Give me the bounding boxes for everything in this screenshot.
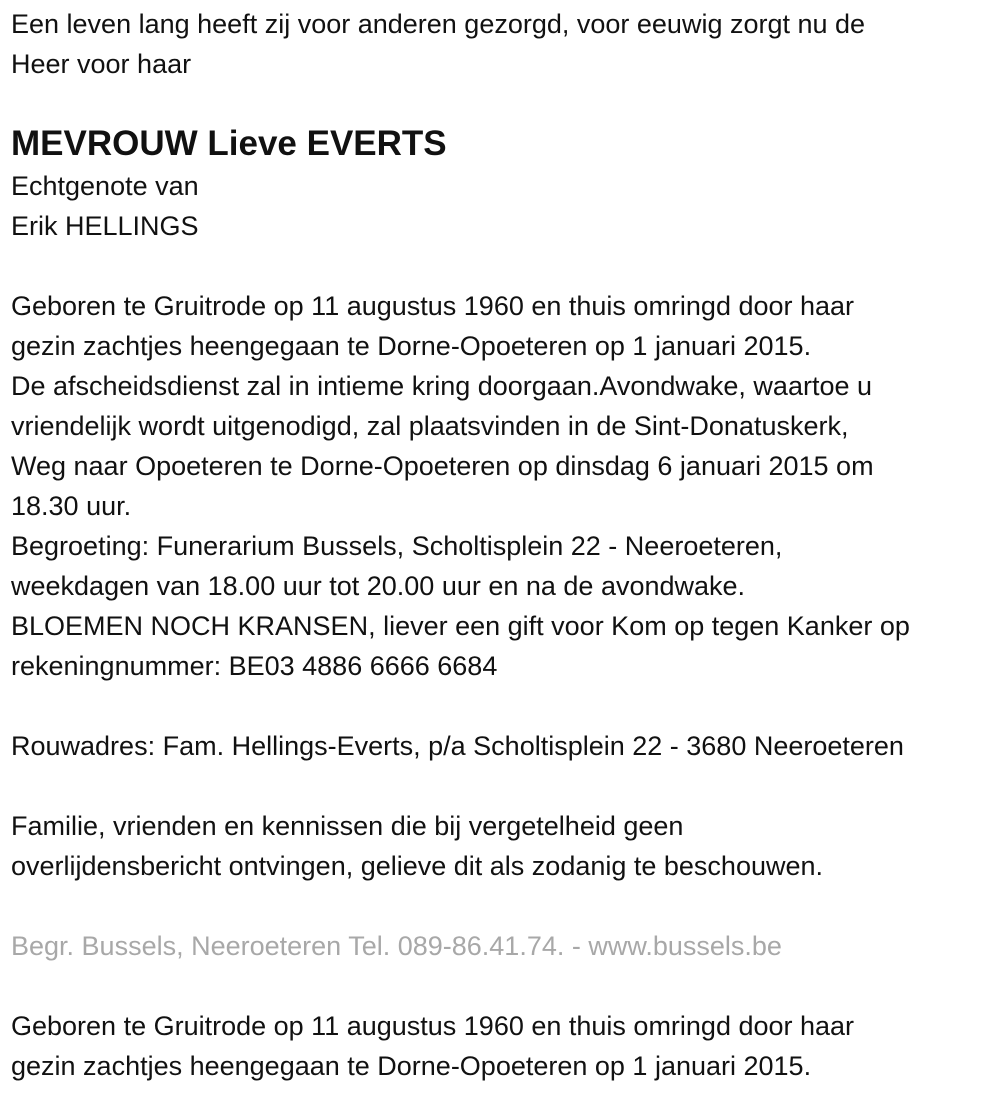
details-line: Geboren te Gruitrode op 11 augustus 1960 en thuis omringd door haar — [11, 291, 855, 321]
undertaker-info: Begr. Bussels, Neeroeteren Tel. 089-86.41.74. - www.bussels.be — [11, 931, 782, 961]
notice-line: overlijdensbericht ontvingen, gelieve dit als zodanig te beschouwen. — [11, 851, 824, 881]
details-line: gezin zachtjes heengegaan te Dorne-Opoeteren op 1 januari 2015. — [11, 331, 812, 361]
notice-line: Familie, vrienden en kennissen die bij vergetelheid geen — [11, 811, 684, 841]
details-line: Weg naar Opoeteren te Dorne-Opoeteren op dinsdag 6 januari 2015 om — [11, 451, 874, 481]
details-line: Begroeting: Funerarium Bussels, Scholtisplein 22 - Neeroeteren, — [11, 531, 783, 561]
mourning-address: Rouwadres: Fam. Hellings-Everts, p/a Scholtisplein 22 - 3680 Neeroeteren — [11, 731, 904, 761]
spouse-label: Echtgenote van — [11, 171, 199, 201]
details — [11, 286, 1000, 686]
spouse-name: Erik HELLINGS — [11, 211, 199, 241]
details-line: De afscheidsdienst zal in intieme kring doorgaan.Avondwake, waartoe u — [11, 371, 873, 401]
details-line: rekeningnummer: BE03 4886 6666 6684 — [11, 651, 498, 681]
repeat-line: Geboren te Gruitrode op 11 augustus 1960 en thuis omringd door haar — [11, 1011, 855, 1041]
deceased-name: MEVROUW Lieve EVERTS — [11, 124, 447, 163]
motto-line: Heer voor haar — [11, 49, 192, 79]
details-line: vriendelijk wordt uitgenodigd, zal plaatsvinden in de Sint-Donatuskerk, — [11, 411, 849, 441]
details-line: weekdagen van 18.00 uur tot 20.00 uur en na de avondwake. — [11, 571, 746, 601]
motto-line: Een leven lang heeft zij voor anderen gezorgd, voor eeuwig zorgt nu de — [11, 9, 866, 39]
motto — [11, 4, 1000, 84]
repeat-line: gezin zachtjes heengegaan te Dorne-Opoeteren op 1 januari 2015. — [11, 1051, 812, 1081]
details-line: 18.30 uur. — [11, 491, 132, 521]
details-line: BLOEMEN NOCH KRANSEN, liever een gift voor Kom op tegen Kanker op — [11, 611, 910, 641]
